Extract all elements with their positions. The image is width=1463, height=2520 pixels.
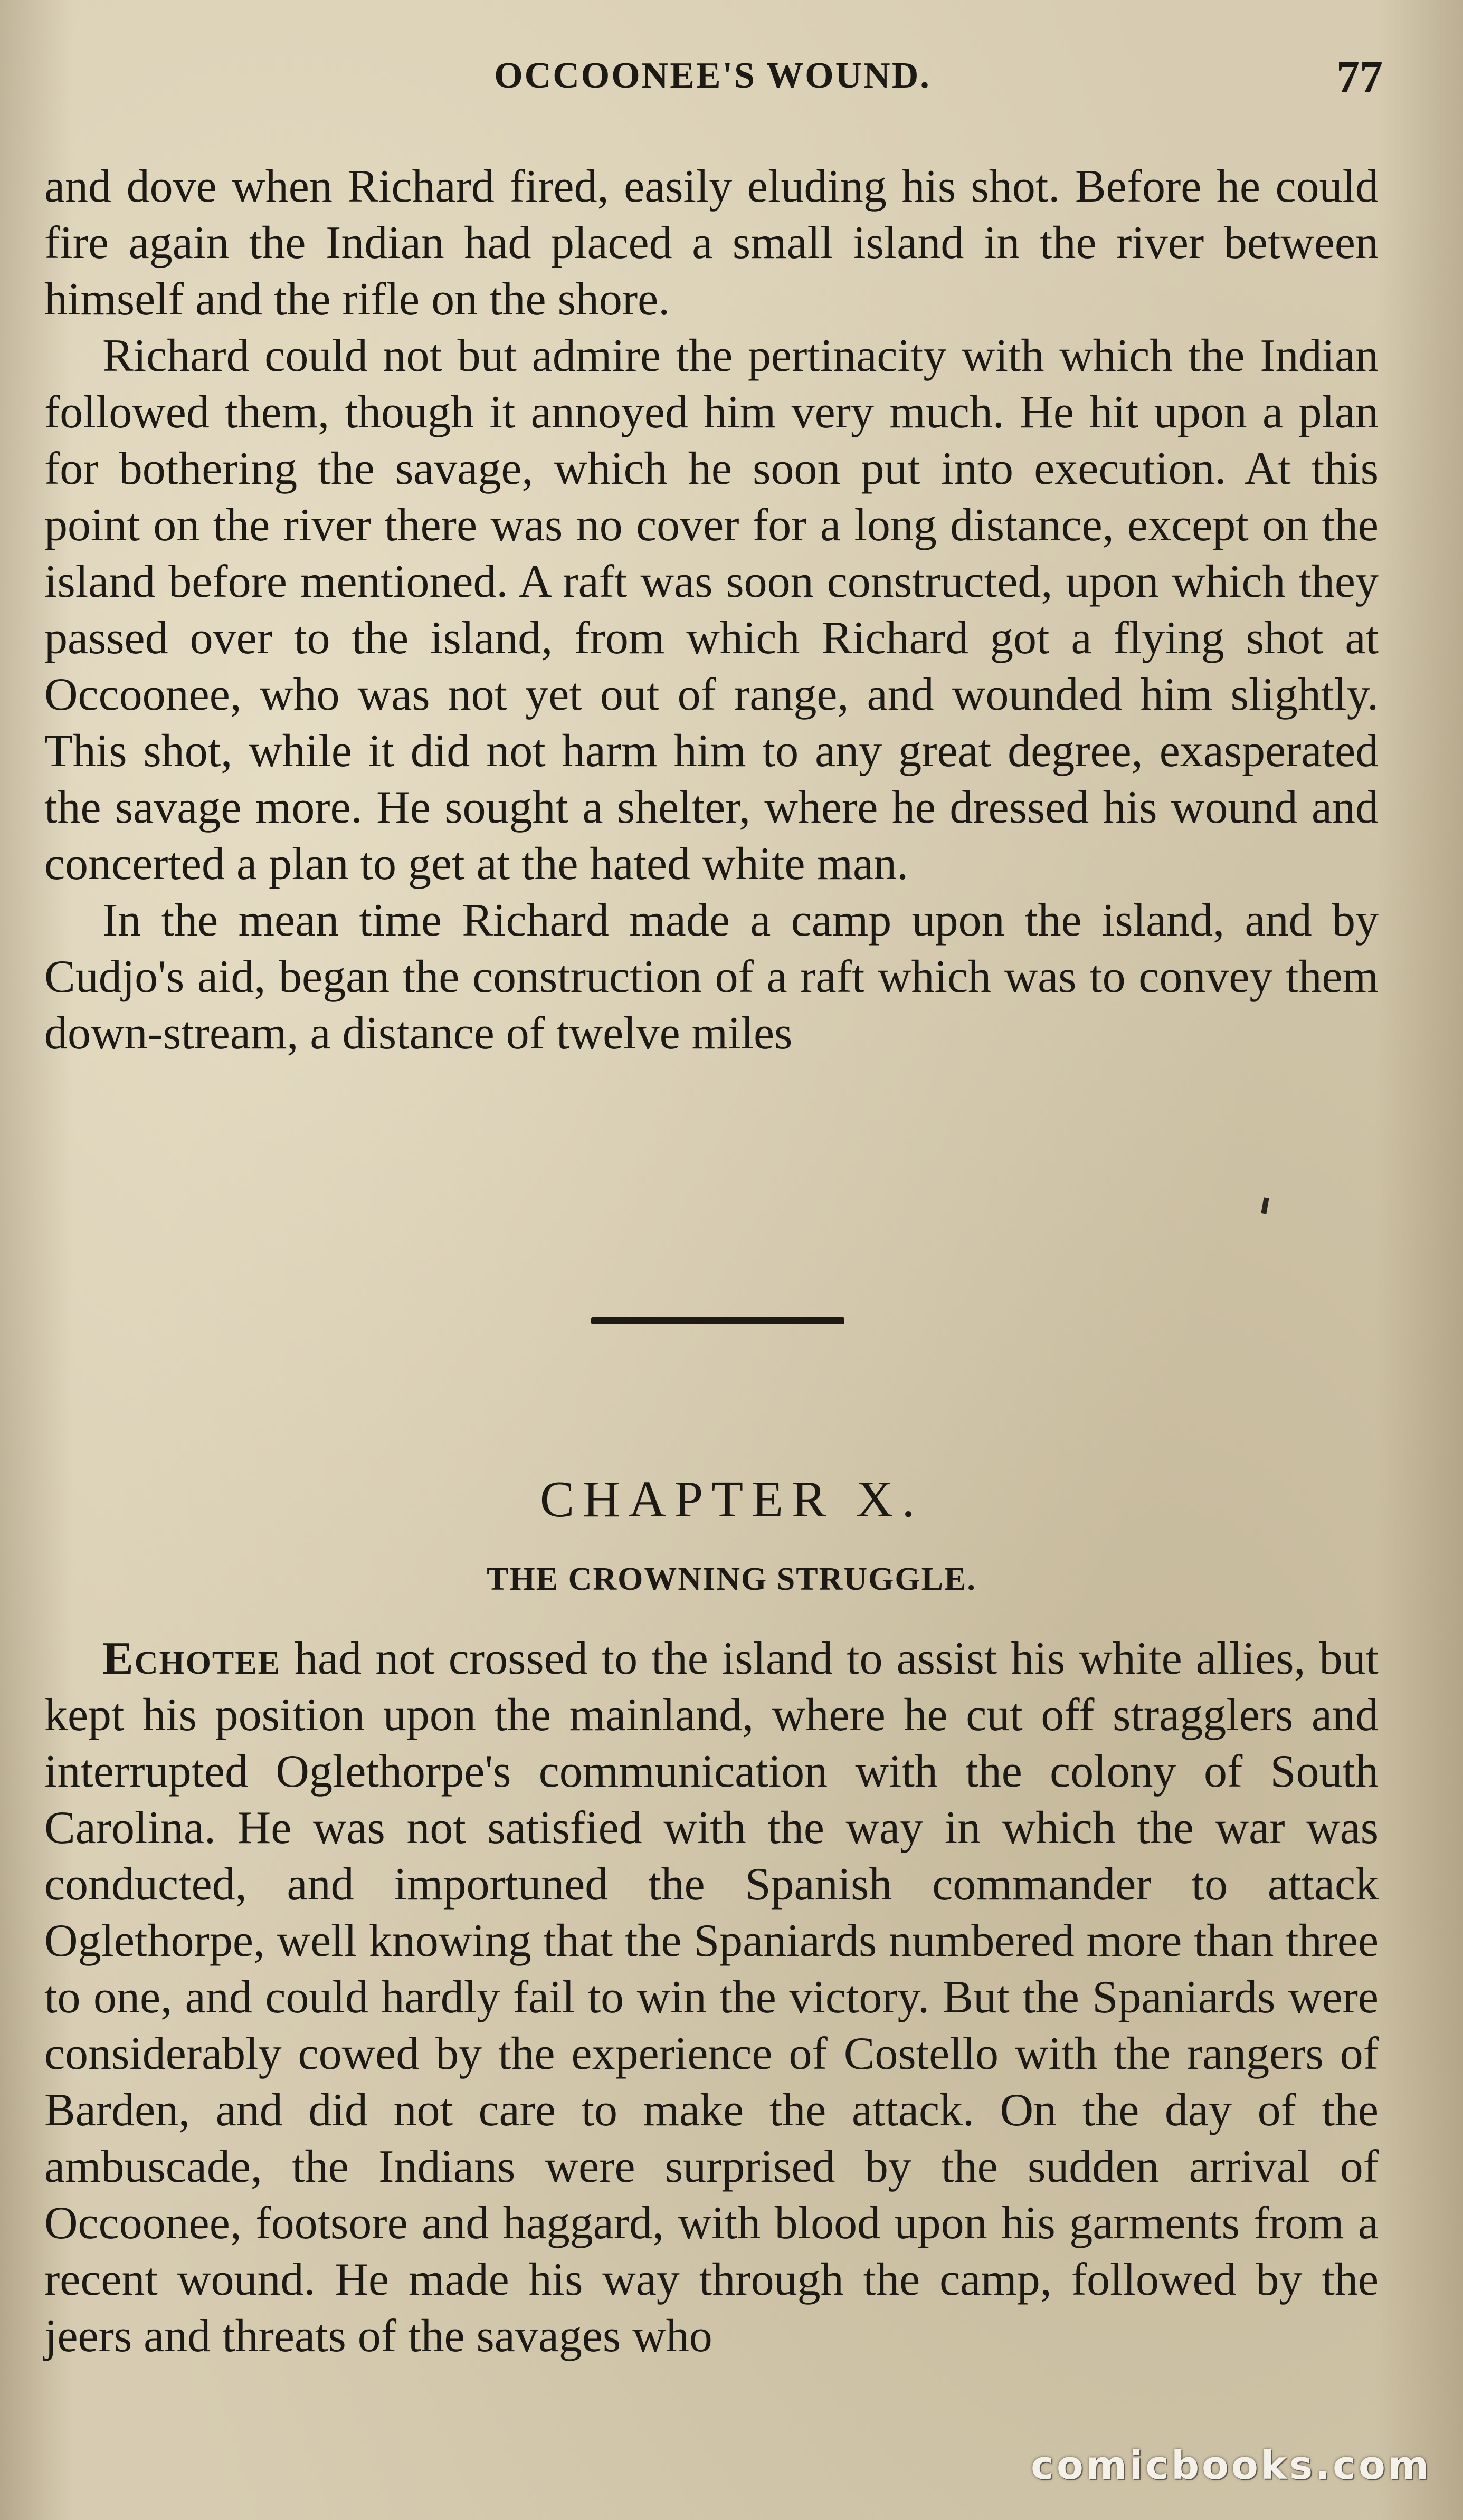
section-divider-rule [591,1317,844,1324]
watermark-logo: comicbooks.com [1031,2443,1431,2488]
running-header [42,52,1383,113]
paragraph-echotee [44,1630,1379,2364]
page-number: 77 [1336,52,1383,103]
lead-word: Echotee [102,1633,281,1684]
running-title: OCCOONEE'S WOUND. [494,55,931,96]
chapter-subtitle: THE CROWNING STRUGGLE. [487,1561,976,1597]
chapter-title: CHAPTER X. [539,1471,924,1528]
section-two-text [44,1630,1379,2364]
section-one-text [44,158,1379,1062]
paragraph-pertinacity: Richard could not but admire the pertinacity with which the Indian followed them, though it annoyed him very much. He hit upon a plan for bothering the savage, which he soon put into execution. At this point on the river there was no cover for a long distance, except on the island before mentioned. A raft was soon constructed, upon which they passed over to the island, from which Richard got a flying shot at Occoonee, who was not yet out of range, and wounded him slightly. This shot, while it did not harm him to any great degree, exasperated the savage more. He sought a shelter, where he dressed his wound and concerted a plan to get at the hated white man. [44,330,1379,890]
paragraph-echotee-body: had not crossed to the island to assist his white allies, but kept his position upon the mainland, where he cut off stragglers and interrupted Oglethorpe's communication with the colony of South Carolina. He was not satisfied with the way in which the war was conducted, and importuned the Spanish commander to attack Oglethorpe, well knowing that the Spaniards numbered more than three to one, and could hardly fail to win the victory. But the Spaniards were considerably cowed by the experience of Costello with the rangers of Barden, and did not care to make the attack. On the day of the ambuscade, the Indians were surprised by the sudden arrival of Occoonee, footsore and haggard, with blood upon his garments from a recent wound. He made his way through the camp, followed by the jeers and threats of the savages who [44,1633,1379,2362]
paragraph-continued: and dove when Richard fired, easily eluding his shot. Before he could fire again the Indian had placed a small island in the river between himself and the rifle on the shore. [44,161,1379,325]
ink-mark [1261,1197,1269,1214]
paragraph-camp: In the mean time Richard made a camp upon the island, and by Cudjo's aid, began the construction of a raft which was to convey them down-stream, a distance of twelve miles [44,895,1379,1059]
